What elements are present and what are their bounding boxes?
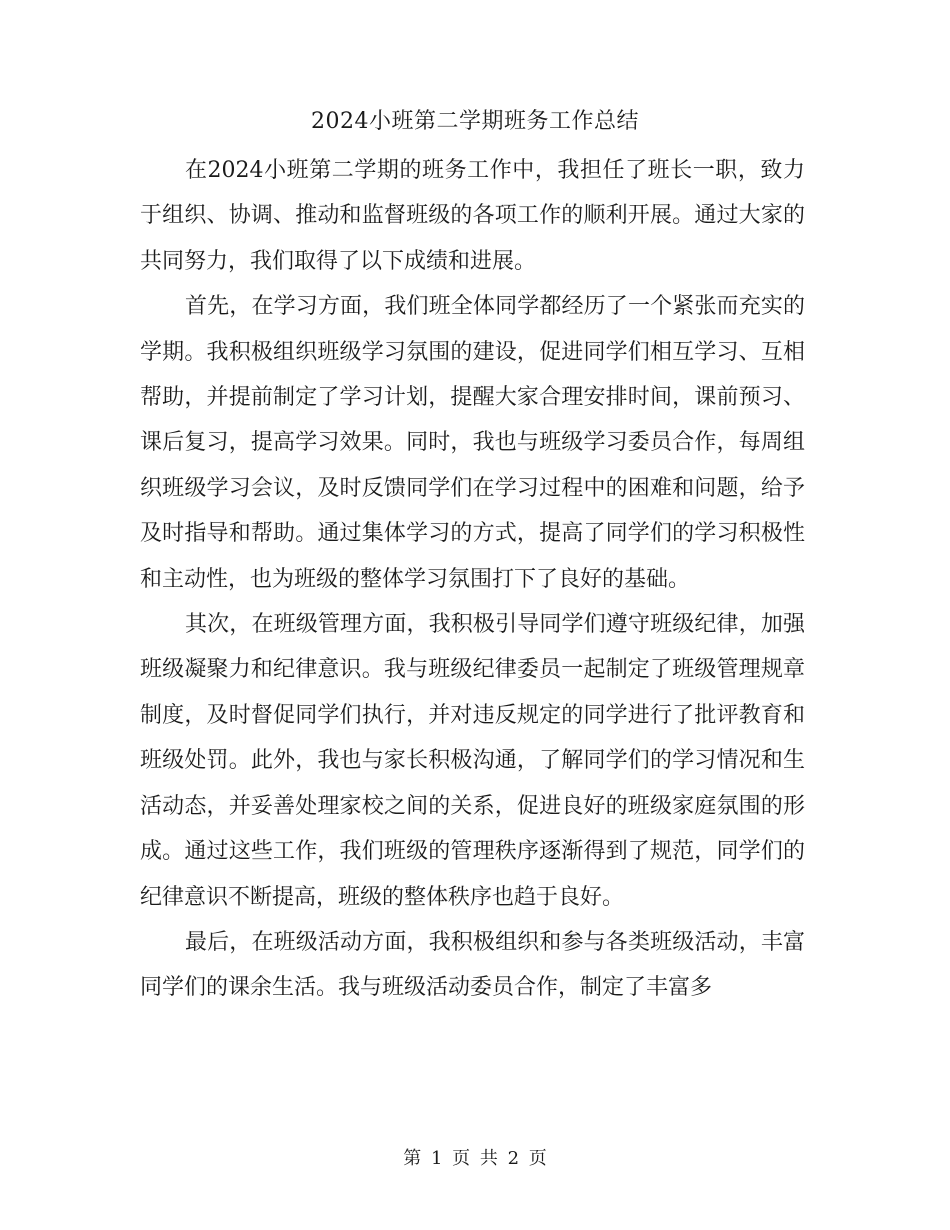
paragraph-management: 其次，在班级管理方面，我积极引导同学们遵守班级纪律，加强班级凝聚力和纪律意识。我与班级纪律委员一起制定了班级管理规章制度，及时督促同学们执行，并对违反规定的同学进行了批评教育和班级处罚。此外，我也与家长积极沟通，了解同学们的学习情况和生活动态，并妥善处理家校之间的关系，促进良好的班级家庭氛围的形成。通过这些工作，我们班级的管理秩序逐渐得到了规范，同学们的纪律意识不断提高，班级的整体秩序也趋于良好。 bbox=[140, 612, 805, 910]
paragraph-intro: 在2024小班第二学期的班务工作中，我担任了班长一职，致力于组织、协调、推动和监督班级的各项工作的顺利开展。通过大家的共同努力，我们取得了以下成绩和进展。 bbox=[140, 158, 805, 274]
document-body bbox=[140, 148, 805, 1011]
document-title: 2024小班第二学期班务工作总结 bbox=[311, 109, 639, 134]
page-number-footer: 第 1 页 共 2 页 bbox=[403, 1148, 547, 1169]
paragraph-activities: 最后，在班级活动方面，我积极组织和参与各类班级活动，丰富同学们的课余生活。我与班级活动委员合作，制定了丰富多 bbox=[140, 929, 805, 1001]
paragraph-study: 首先，在学习方面，我们班全体同学都经历了一个紧张而充实的学期。我积极组织班级学习氛围的建设，促进同学们相互学习、互相帮助，并提前制定了学习计划，提醒大家合理安排时间，课前预习、课后复习，提高学习效果。同时，我也与班级学习委员合作，每周组织班级学习会议，及时反馈同学们在学习过程中的困难和问题，给予及时指导和帮助。通过集体学习的方式，提高了同学们的学习积极性和主动性，也为班级的整体学习氛围打下了良好的基础。 bbox=[140, 294, 805, 592]
